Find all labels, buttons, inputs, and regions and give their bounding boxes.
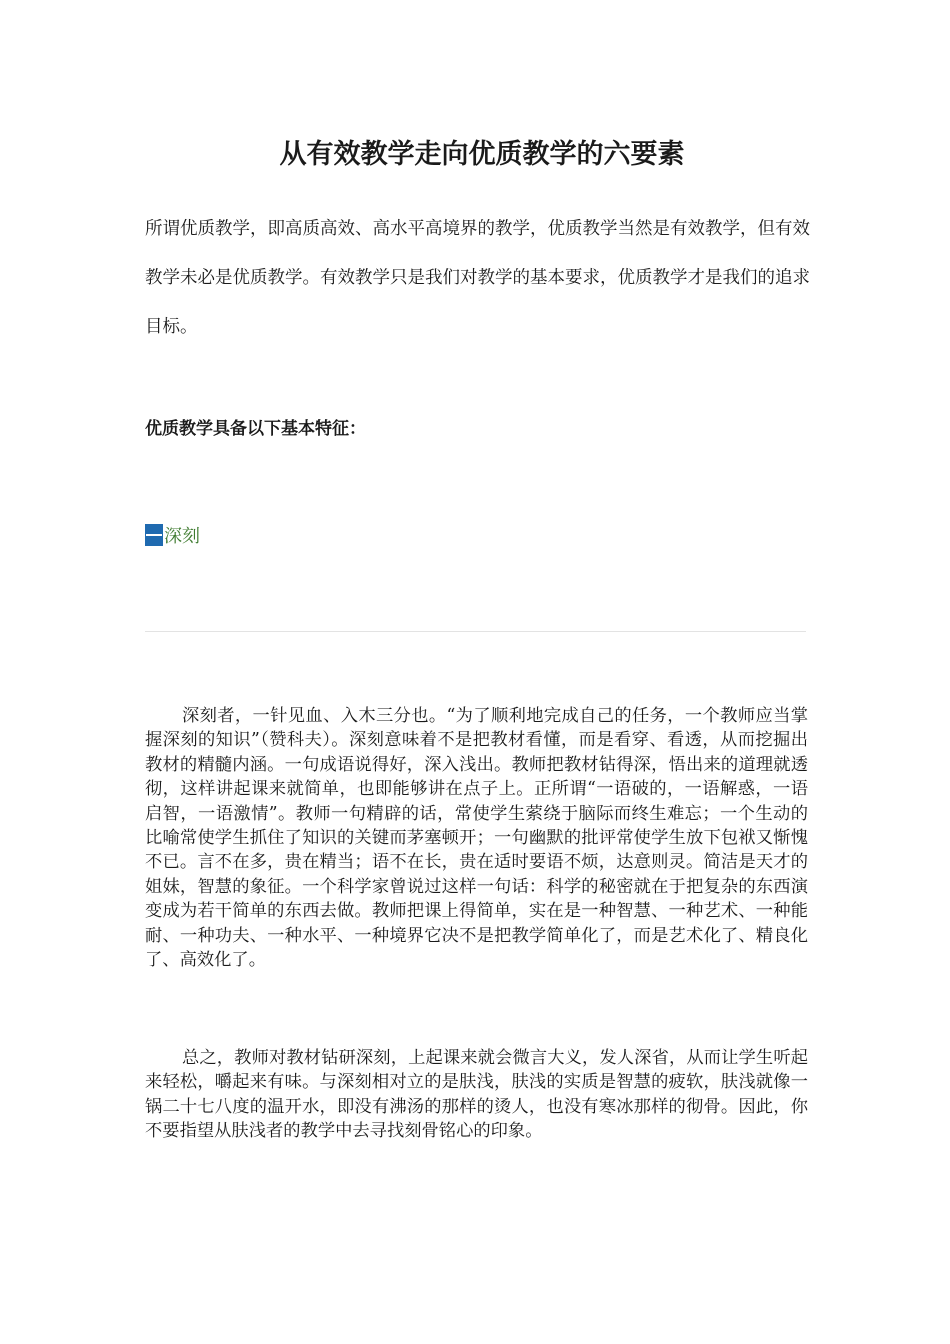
page-title: 从有效教学走向优质教学的六要素	[279, 139, 685, 170]
divider	[145, 631, 806, 632]
intro-paragraph: 所谓优质教学，即高质高效、高水平高境界的教学，优质教学当然是有效教学，但有效教学未必是优质教学。有效教学只是我们对教学的基本要求，优质教学才是我们的追求目标。	[145, 219, 810, 337]
section-title: 深刻	[164, 526, 200, 547]
body-paragraph-1: 深刻者，一针见血、入木三分也。“为了顺利地完成自己的任务，一个教师应当掌握深刻的知识”（赞科夫）。深刻意味着不是把教材看懂，而是看穿、看透，从而挖掘出教材的精髓内涵。一句成语说得好，深入浅出。教师把教材钻得深，悟出来的道理就透彻，这样讲起课来就简单，也即能够讲在点子上。正所谓“一语破的，一语解惑，一语启智，一语激情”。教师一句精辟的话，常使学生萦绕于脑际而终生难忘；一个生动的比喻常使学生抓住了知识的关键而茅塞顿开；一句幽默的批评常使学生放下包袱又惭愧不已。言不在多，贵在精当；语不在长，贵在适时要语不烦，达意则灵。简洁是天才的姐妹，智慧的象征。一个科学家曾说过这样一句话：科学的秘密就在于把复杂的东西演变成为若干简单的东西去做。教师把课上得简单，实在是一种智慧、一种艺术、一种能耐、一种功夫、一种水平、一种境界它决不是把教学简单化了，而是艺术化了、精良化了、高效化了。	[145, 706, 808, 971]
section-heading	[145, 522, 200, 548]
features-heading: 优质教学具备以下基本特征：	[145, 419, 366, 439]
body-paragraph-2: 总之，教师对教材钻研深刻，上起课来就会微言大义，发人深省，从而让学生听起来轻松，嚼起来有味。与深刻相对立的是肤浅，肤浅的实质是智慧的疲软，肤浅就像一锅二十七八度的温开水，即没有沸汤的那样的烫人，也没有寒冰那样的彻骨。因此，你不要指望从肤浅者的教学中去寻找刻骨铭心的印象。	[145, 1048, 808, 1142]
